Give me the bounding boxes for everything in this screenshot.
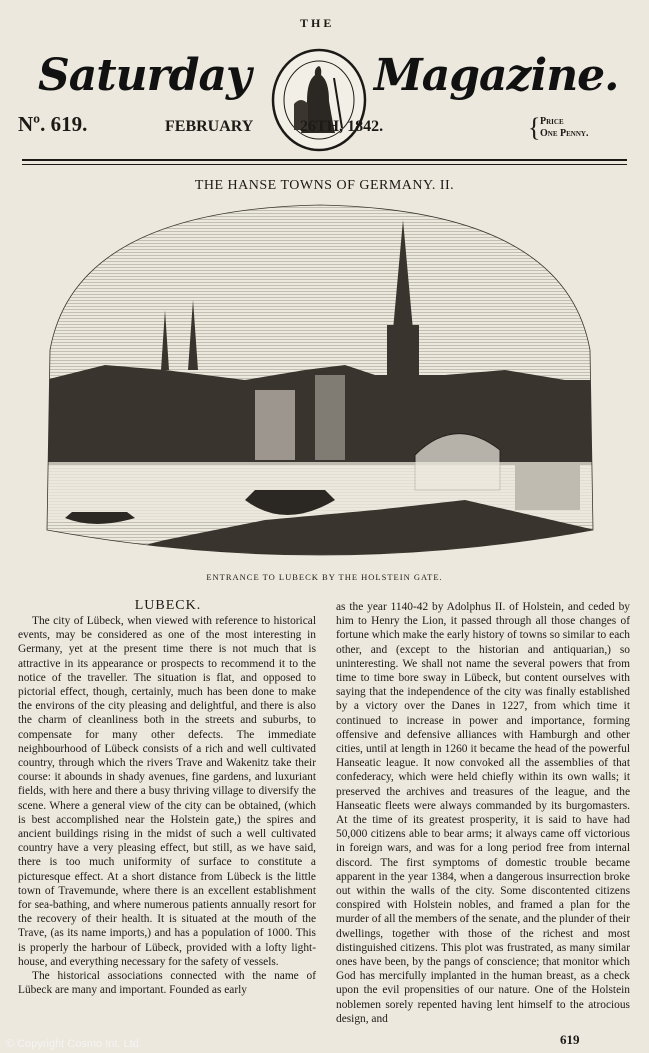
issue-date: 26TH, 1842. — [300, 118, 384, 135]
masthead-rule-top — [22, 159, 627, 161]
article-column-right — [336, 600, 630, 1026]
issue-number: Nº. 619. — [18, 112, 88, 136]
masthead-rule-bottom — [22, 164, 627, 165]
paragraph: The city of Lübeck, when viewed with reference to historical events, may be considered as one of the most interesting in Germany, yet at the present time there is not much that is attractive in its appearance or prospects to recommend it to the notice of the traveller. The situation is flat, and opposed to pictorial effect, though, certainly, much has been done to make the environs of the city pleasing and delightful, and there is also the charm of cleanliness both in the streets and suburbs, to compensate for many other defects. The immediate neighbourhood of Lübeck consists of a rich and well cultivated country, through which the rivers Trave and Wakenitz take their course: it abounds in shady avenues, fine gardens, and luxuriant fields, with here and there a busy thriving village to diversify the scene. Where a general view of the city can be obtained, (which is best accomplished near the Holstein gate,) the spires and ancient buildings rising in the midst of such a well cultivated country have a very pleasing effect, but still, as we have said, there is too much uniformity of surface to constitute a picturesque effect. At a short distance from Lübeck is the little town of Travemunde, where there is an excellent establishment for sea-bathing, and where numerous patients annually resort for the recovery of their health. It is situated at the mouth of the Trave, (as its name imports,) and has a population of 1000. This is properly the harbour of Lübeck, provided with a lofty light-house, and everything necessary for the safety of vessels. — [18, 615, 316, 968]
engraving-lubeck-illustration — [45, 200, 595, 582]
price-brace: { — [528, 113, 541, 142]
price-label — [540, 116, 588, 140]
page-number: 619 — [560, 1032, 580, 1047]
paragraph: as the year 1140-42 by Adolphus II. of Holstein, and ceded by him to Henry the Lion, it passed through all those changes of fortune which make the early history of towns so similar to each other, and (except to the historian and antiquarian,) so uninteresting. We shall not name the several powers that from time to time bore sway in Lübeck, but content ourselves with saying that the independence of the city was finally established by a victory over the Danes in 1227, from which time it continued to increase in power and importance, forming offensive and defensive alliances with Hamburgh and other cities, until at length in 1260 it became the head of the powerful Hanseatic league. It now convoked all the assemblies of that confederacy, which were held chiefly within its own walls; it preserved the archives and treasures of the league, and the Hanseatic fleets were always commanded by its burgomasters. At the time of its greatest prosperity, it is said to have had 50,000 citizens able to bear arms; it always came off victorious in foreign wars, and was for a long period free from internal discord. The first symptoms of domestic trouble became apparent in the year 1384, when a dangerous insurrection broke out within the walls of the city. Some discontented citizens conspired with Holstein nobles, and framed a plan for the murder of all the members of the senate, and the plunder of their dwellings, together with those of the richest and most distinguished citizens. This plot was frustrated, as many similar ones have been, by the pangs of conscience; that monitor which God has mercifully implanted in the human breast, as a check upon the evil propensities of our nature. One of the Holstein noblemen sorely repented having lent himself to the atrocious design, and — [336, 601, 630, 1025]
section-title: LUBECK. — [134, 598, 202, 613]
article-column-left — [18, 614, 316, 997]
price-line-1: Price — [540, 116, 564, 127]
article-headline: THE HANSE TOWNS OF GERMANY. II. — [194, 178, 455, 193]
price-line-2: One Penny. — [540, 128, 589, 139]
masthead-title-saturday: Saturday — [38, 50, 251, 101]
masthead-the: THE — [300, 16, 335, 30]
illustration-caption: ENTRANCE TO LUBECK BY THE HOLSTEIN GATE. — [206, 572, 443, 582]
paragraph: The historical associations connected with the name of Lübeck are many and important. Founded as early — [18, 970, 316, 997]
issue-month: FEBRUARY — [165, 118, 254, 135]
masthead-title-magazine: Magazine. — [374, 50, 619, 101]
seal-emblem-icon — [270, 48, 368, 152]
copyright-watermark: © Copyright Cosmo Int. Ltd — [6, 1038, 139, 1050]
